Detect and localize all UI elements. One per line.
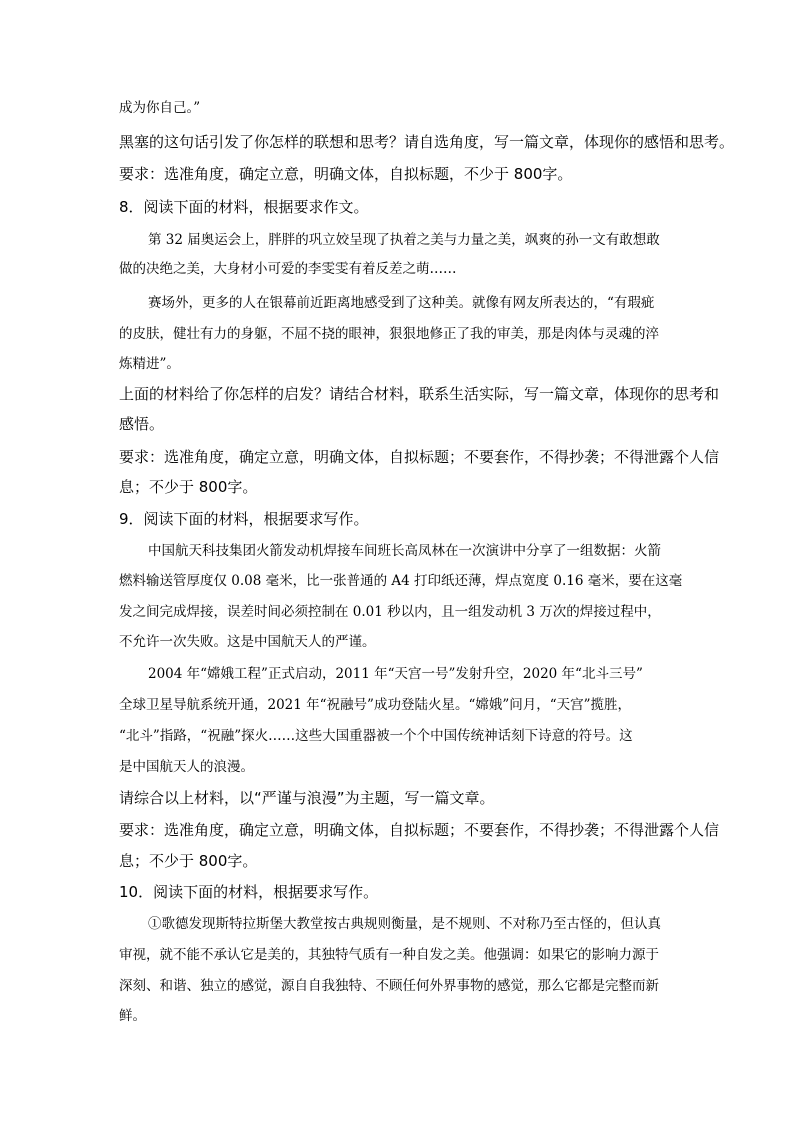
q9-material-line-2: 燃料输送管厚度仅 0.08 毫米，比一张普通的 A4 打印纸还薄，焊点宽度 0.16 毫米，要在这毫	[119, 573, 683, 589]
text-line-2: 黑塞的这句话引发了你怎样的联想和思考？请自选角度，写一篇文章，体现你的感悟和思考。	[119, 133, 735, 151]
q8-requirement-line-2: 息；不少于 800字。	[119, 478, 258, 496]
text-line-3: 要求：选准角度，确定立意，明确文体，自拟标题，不少于 800字。	[119, 165, 573, 183]
q8-material-line-5: 炼精进”。	[119, 356, 180, 372]
q9-requirement-line-1: 要求：选准角度，确定立意，明确文体，自拟标题；不要套作，不得抄袭；不得泄露个人信	[119, 821, 720, 839]
q9-material-line-4: 不允许一次失败。这是中国航天人的严谨。	[119, 634, 376, 650]
q9-material-line-3: 发之间完成焊接，误差时间必须控制在 0.01 秒以内，且一组发动机 3 万次的焊接过程中，	[119, 604, 661, 620]
q8-requirement-line-1: 要求：选准角度，确定立意，明确文体，自拟标题；不要套作，不得抄袭；不得泄露个人信	[119, 448, 720, 466]
q8-prompt-line-2: 感悟。	[119, 415, 165, 433]
q9-material-line-5: 2004 年“嫦娥工程”正式启动，2011 年“天宫一号”发射升空，2020 年“北斗三号”	[148, 666, 643, 682]
q9-material-line-6: 全球卫星导航系统开通，2021 年“祝融号”成功登陆火星。“嫦娥”问月，“天宫”揽胜，	[119, 697, 632, 713]
q8-prompt-line-1: 上面的材料给了你怎样的启发？请结合材料，联系生活实际，写一篇文章，体现你的思考和	[119, 385, 720, 403]
q9-material-line-7: “北斗”指路，“祝融”探火……这些大国重器被一个个中国传统神话刻下诗意的符号。这	[119, 728, 633, 744]
q8-material-line-2: 做的决绝之美，大身材小可爱的李雯雯有着反差之萌……	[119, 261, 457, 277]
q9-material-line-8: 是中国航天人的浪漫。	[119, 759, 254, 775]
q8-material-line-1: 第 32 届奥运会上，胖胖的巩立姣呈现了执着之美与力量之美，飒爽的孙一文有敢想敢	[148, 232, 660, 248]
q10-material-line-3: 深刻、和谐、独立的感觉，源自自我独特、不顾任何外界事物的感觉，那么它都是完整而新	[119, 978, 659, 994]
q10-material-line-1: ①歌德发现斯特拉斯堡大教堂按古典规则衡量，是不规则、不对称乃至古怪的，但认真	[148, 916, 661, 932]
q8-material-line-4: 的皮肤，健壮有力的身躯，不屈不挠的眼神，狠狠地修正了我的审美，那是肉体与灵魂的淬	[119, 326, 659, 342]
text-line-1: 成为你自己。”	[119, 100, 201, 116]
question-10-heading: 10．阅读下面的材料，根据要求写作。	[119, 883, 379, 901]
q9-prompt: 请综合以上材料，以“严谨与浪漫”为主题，写一篇文章。	[119, 789, 495, 807]
q8-material-line-3: 赛场外，更多的人在银幕前近距离地感受到了这种美。就像有网友所表达的，“有瑕疵	[148, 295, 655, 311]
question-9-heading: 9．阅读下面的材料，根据要求写作。	[119, 510, 369, 528]
q9-material-line-1: 中国航天科技集团火箭发动机焊接车间班长高凤林在一次演讲中分享了一组数据：火箭	[148, 543, 661, 559]
q10-material-line-4: 鲜。	[119, 1008, 146, 1024]
q10-material-line-2: 审视，就不能不承认它是美的，其独特气质有一种自发之美。他强调：如果它的影响力源于	[119, 947, 659, 963]
question-8-heading: 8．阅读下面的材料，根据要求作文。	[119, 198, 369, 216]
q9-requirement-line-2: 息；不少于 800字。	[119, 852, 258, 870]
